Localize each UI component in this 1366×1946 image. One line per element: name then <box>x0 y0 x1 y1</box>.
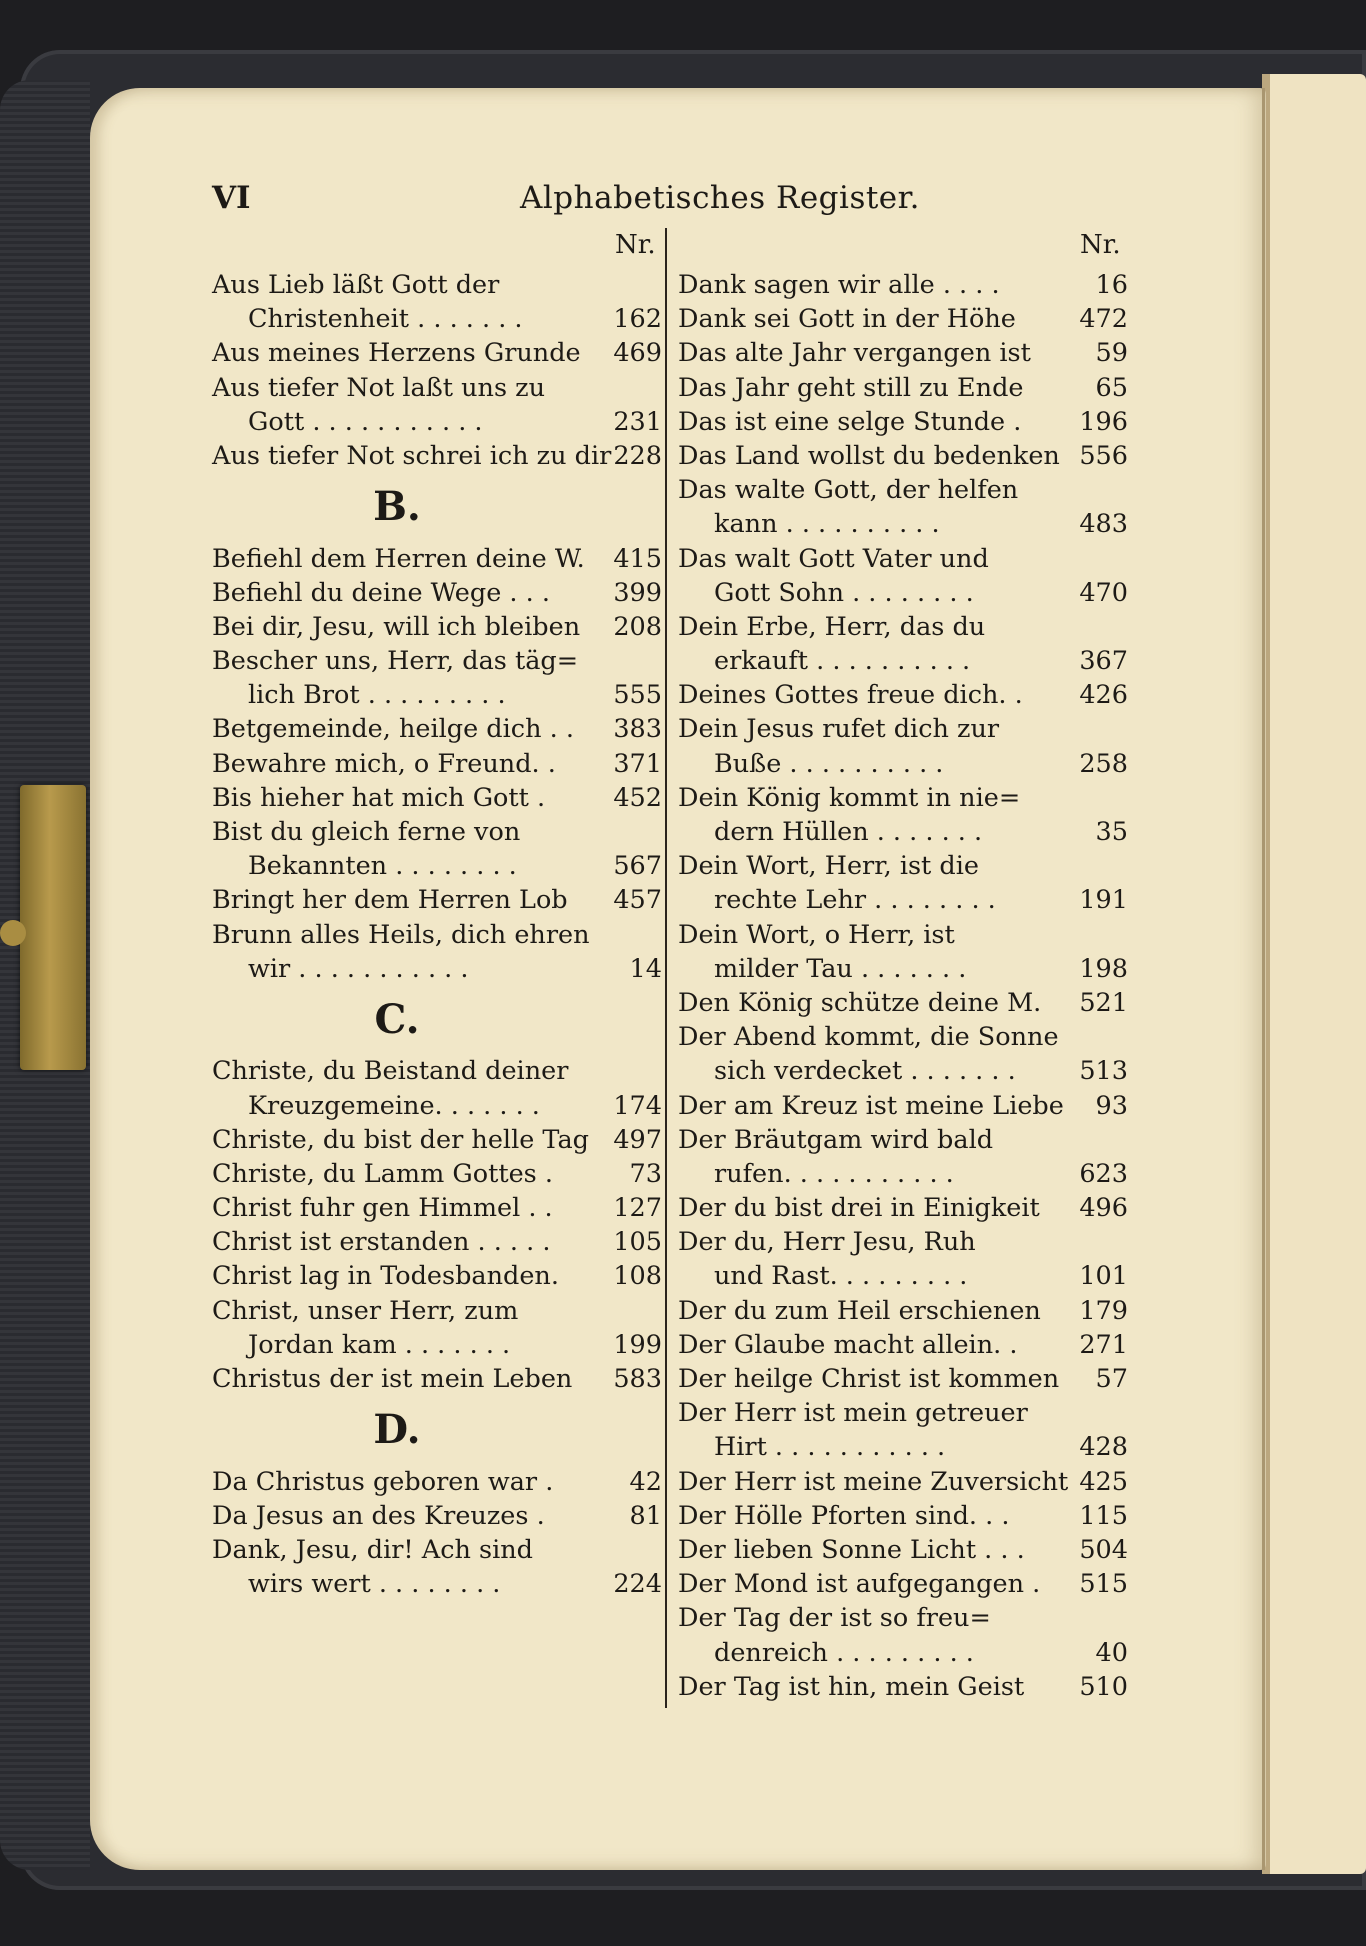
hymn-title: Christ lag in Todesbanden. <box>212 1261 559 1292</box>
hymn-title: Aus Lieb läßt Gott der <box>212 270 500 300</box>
hymn-title: milder Tau . . . . . . . <box>714 953 967 984</box>
register-entry <box>212 439 662 473</box>
register-entry <box>678 1396 1128 1430</box>
hymn-title: Der Hölle Pforten sind. . . <box>678 1500 1010 1531</box>
hymn-title: Da Christus geboren war . <box>212 1466 554 1497</box>
hymn-title: Gott . . . . . . . . . . . <box>248 406 483 437</box>
hymn-number: 108 <box>613 1261 662 1292</box>
hymn-title: Da Jesus an des Kreuzes . <box>212 1500 545 1531</box>
register-entry <box>212 1499 662 1533</box>
register-entry <box>212 712 662 746</box>
register-entry <box>212 952 662 986</box>
hymn-title: lich Brot . . . . . . . . . <box>248 680 506 711</box>
register-entry <box>678 1020 1128 1054</box>
hymn-title: Der am Kreuz ist meine Liebe <box>678 1090 1064 1121</box>
hymn-number: 174 <box>613 1090 662 1121</box>
page-gutter <box>1262 88 1265 1870</box>
register-entry <box>678 473 1128 507</box>
hymn-title: und Rast. . . . . . . . . <box>714 1261 968 1292</box>
register-entry <box>212 371 662 405</box>
hymn-title: Der Herr ist mein getreuer <box>678 1398 1028 1429</box>
hymn-number: 583 <box>613 1364 662 1395</box>
hymn-number: 271 <box>1079 1329 1128 1360</box>
hymn-number: 35 <box>1095 817 1128 847</box>
register-entry <box>212 268 662 302</box>
hymn-title: Christe, du bist der helle Tag <box>212 1124 589 1155</box>
hymn-number: 93 <box>1095 1090 1128 1121</box>
running-title: Alphabetisches Register. <box>520 180 920 216</box>
register-entry <box>678 952 1128 986</box>
page-number: VI <box>212 180 251 216</box>
register-entry <box>678 576 1128 610</box>
register-entry <box>678 1670 1128 1704</box>
register-entry <box>678 1465 1128 1499</box>
register-entry <box>678 1225 1128 1259</box>
register-entry <box>212 1089 662 1123</box>
hymn-number: 483 <box>1079 509 1128 540</box>
hymn-number: 623 <box>1079 1158 1128 1189</box>
hymn-number: 504 <box>1079 1534 1128 1565</box>
register-entry <box>678 815 1128 849</box>
register-entry <box>678 507 1128 541</box>
hymn-title: Dank sagen wir alle . . . . <box>678 270 1000 300</box>
hymn-number: 556 <box>1079 440 1128 471</box>
register-entry <box>678 1362 1128 1396</box>
hymn-number: 115 <box>1079 1500 1128 1531</box>
register-entry <box>212 1533 662 1567</box>
hymn-number: 567 <box>613 851 662 882</box>
hymn-title: denreich . . . . . . . . . <box>714 1637 974 1668</box>
register-entry <box>678 610 1128 644</box>
hymn-title: Aus tiefer Not laßt uns zu <box>212 372 546 403</box>
hymn-title: Das Land wollst du bedenken <box>678 440 1060 471</box>
hymn-title: Christenheit . . . . . . . <box>248 304 523 335</box>
register-entry <box>678 1054 1128 1088</box>
register-entry <box>678 1567 1128 1601</box>
register-entry <box>678 371 1128 405</box>
hymn-title: Der du bist drei in Einigkeit <box>678 1193 1040 1224</box>
hymn-number: 452 <box>613 782 662 813</box>
hymn-title: Dank, Jesu, dir! Ach sind <box>212 1534 534 1565</box>
hymn-title: Bekannten . . . . . . . . <box>248 851 517 882</box>
register-entry <box>212 1225 662 1259</box>
register-entry <box>678 1191 1128 1225</box>
hymn-title: rufen. . . . . . . . . . . <box>714 1158 954 1189</box>
hymn-number: 496 <box>1079 1193 1128 1224</box>
register-entry <box>212 1567 662 1601</box>
hymn-number: 415 <box>613 543 662 574</box>
hymn-title: Bei dir, Jesu, will ich bleiben <box>212 611 581 642</box>
hymn-title: Buße . . . . . . . . . . <box>714 748 944 779</box>
hymn-title: Christe, du Lamm Gottes . <box>212 1158 553 1189</box>
register-entry <box>212 1294 662 1328</box>
hymn-number: 428 <box>1079 1432 1128 1463</box>
hymn-title: Dank sei Gott in der Höhe <box>678 304 1016 335</box>
register-entry <box>212 1259 662 1293</box>
hymn-number: 371 <box>613 748 662 779</box>
hymn-title: Der heilge Christ ist kommen <box>678 1364 1060 1394</box>
clasp-pin <box>0 920 26 946</box>
hymn-title: Gott Sohn . . . . . . . . <box>714 577 974 608</box>
register-entry <box>212 918 662 952</box>
register-entry <box>678 1157 1128 1191</box>
hymn-title: Der du zum Heil erschienen <box>678 1295 1041 1326</box>
hymn-number: 101 <box>1079 1261 1128 1292</box>
section-letter: C. <box>374 995 420 1043</box>
hymn-title: Dein Erbe, Herr, das du <box>678 611 986 642</box>
hymn-number: 162 <box>613 304 662 335</box>
register-entry <box>678 918 1128 952</box>
hymn-number: 40 <box>1095 1637 1128 1668</box>
hymn-number: 65 <box>1095 372 1128 403</box>
register-entry <box>678 986 1128 1020</box>
section-letter: D. <box>373 1406 421 1454</box>
hymn-title: Jordan kam . . . . . . . <box>248 1329 511 1360</box>
hymn-number: 73 <box>629 1158 662 1189</box>
hymn-title: Hirt . . . . . . . . . . . <box>714 1432 946 1463</box>
register-entry <box>678 1328 1128 1362</box>
register-entry <box>678 1123 1128 1157</box>
hymn-title: Der Bräutgam wird bald <box>678 1124 994 1155</box>
section-letter: B. <box>373 483 421 531</box>
hymn-number: 367 <box>1079 646 1128 677</box>
register-entry <box>678 302 1128 336</box>
register-entry <box>678 712 1128 746</box>
hymn-number: 196 <box>1079 406 1128 437</box>
hymn-title: Aus tiefer Not schrei ich zu dir <box>212 440 612 471</box>
hymn-title: Der Glaube macht allein. . <box>678 1329 1018 1360</box>
register-entry <box>678 781 1128 815</box>
register-entry <box>212 1362 662 1396</box>
hymn-title: Der du, Herr Jesu, Ruh <box>678 1227 976 1258</box>
hymn-number: 510 <box>1079 1671 1128 1702</box>
hymn-title: kann . . . . . . . . . . <box>714 509 940 540</box>
hymn-number: 105 <box>613 1227 662 1258</box>
register-entry <box>678 747 1128 781</box>
register-entry <box>678 1089 1128 1123</box>
hymn-title: Bewahre mich, o Freund. . <box>212 748 556 779</box>
hymn-title: Christ ist erstanden . . . . . <box>212 1227 551 1258</box>
hymn-title: Der lieben Sonne Licht . . . <box>678 1534 1025 1565</box>
register-entry <box>678 1294 1128 1328</box>
register-entry <box>212 644 662 678</box>
hymn-title: Das ist eine selge Stunde . <box>678 406 1022 437</box>
register-entry <box>212 1465 662 1499</box>
hymn-number: 191 <box>1079 885 1128 916</box>
hymn-number: 224 <box>613 1569 662 1600</box>
left-column <box>212 268 662 1601</box>
hymn-title: Das alte Jahr vergangen ist <box>678 338 1031 369</box>
register-entry <box>678 542 1128 576</box>
hymn-title: sich verdecket . . . . . . . <box>714 1056 1016 1087</box>
brass-clasp <box>20 785 86 1070</box>
hymn-number: 457 <box>613 885 662 916</box>
hymn-number: 513 <box>1079 1056 1128 1087</box>
column-divider <box>665 228 667 1708</box>
hymn-number: 228 <box>613 440 662 471</box>
right-column <box>678 268 1128 1704</box>
hymn-number: 42 <box>629 1466 662 1497</box>
register-entry <box>212 849 662 883</box>
hymn-number: 399 <box>613 577 662 608</box>
register-entry <box>212 405 662 439</box>
hymn-number: 179 <box>1079 1295 1128 1326</box>
hymn-title: Bis hieher hat mich Gott . <box>212 782 546 813</box>
hymn-title: Dein Wort, Herr, ist die <box>678 851 979 882</box>
register-entry <box>212 1054 662 1088</box>
hymn-title: Dein Jesus rufet dich zur <box>678 714 1000 745</box>
register-entry <box>678 1430 1128 1464</box>
hymn-number: 199 <box>613 1329 662 1360</box>
hymn-number: 16 <box>1095 270 1128 300</box>
register-entry <box>678 268 1128 302</box>
register-entry <box>678 1533 1128 1567</box>
register-entry <box>212 1191 662 1225</box>
register-entry <box>678 883 1128 917</box>
hymn-number: 521 <box>1079 987 1128 1018</box>
hymn-title: Das walt Gott Vater und <box>678 543 989 574</box>
hymn-number: 383 <box>613 714 662 745</box>
register-entry <box>678 1499 1128 1533</box>
hymn-number: 425 <box>1079 1466 1128 1497</box>
register-entry <box>678 405 1128 439</box>
hymn-title: Christ fuhr gen Himmel . . <box>212 1193 553 1224</box>
hymn-title: Deines Gottes freue dich. . <box>678 680 1023 711</box>
register-entry <box>212 576 662 610</box>
hymn-title: rechte Lehr . . . . . . . . <box>714 885 996 916</box>
register-entry <box>212 1123 662 1157</box>
hymn-number: 555 <box>613 680 662 711</box>
hymn-title: Bescher uns, Herr, das täg= <box>212 646 579 677</box>
hymn-number: 258 <box>1079 748 1128 779</box>
hymn-number: 469 <box>613 338 662 369</box>
hymn-title: Das Jahr geht still zu Ende <box>678 372 1024 403</box>
hymn-title: dern Hüllen . . . . . . . <box>714 817 983 847</box>
hymn-title: Das walte Gott, der helfen <box>678 475 1019 506</box>
register-entry <box>212 781 662 815</box>
hymn-number: 127 <box>613 1193 662 1224</box>
hymn-title: Der Tag der ist so freu= <box>678 1603 991 1634</box>
hymn-number: 426 <box>1079 680 1128 711</box>
hymn-title: Dein Wort, o Herr, ist <box>678 919 955 950</box>
hymn-number: 497 <box>613 1124 662 1155</box>
register-entry <box>678 1601 1128 1635</box>
hymn-title: Christ, unser Herr, zum <box>212 1295 519 1326</box>
facing-page-edge <box>1262 74 1366 1874</box>
hymn-number: 208 <box>613 611 662 642</box>
register-entry <box>212 815 662 849</box>
hymn-number: 470 <box>1079 577 1128 608</box>
register-entry <box>678 1636 1128 1670</box>
register-entry <box>212 678 662 712</box>
right-column-header: Nr. <box>1080 230 1121 260</box>
register-entry <box>678 644 1128 678</box>
register-entry <box>678 439 1128 473</box>
hymn-title: Betgemeinde, heilge dich . . <box>212 714 574 745</box>
hymn-title: erkauft . . . . . . . . . . <box>714 646 971 677</box>
register-entry <box>678 849 1128 883</box>
hymn-title: Christe, du Beistand deiner <box>212 1056 569 1087</box>
hymn-title: Bist du gleich ferne von <box>212 817 521 848</box>
hymn-title: Der Tag ist hin, mein Geist <box>678 1671 1025 1702</box>
hymn-number: 472 <box>1079 304 1128 335</box>
hymn-title: Kreuzgemeine. . . . . . . <box>248 1090 540 1121</box>
register-entry <box>678 1259 1128 1293</box>
register-entry <box>212 302 662 336</box>
hymn-number: 59 <box>1095 338 1128 369</box>
hymn-title: Aus meines Herzens Grunde <box>212 338 581 369</box>
hymn-title: Dein König kommt in nie= <box>678 782 1021 813</box>
hymn-title: Den König schütze deine M. <box>678 987 1042 1018</box>
register-entry <box>212 610 662 644</box>
left-column-header: Nr. <box>615 230 656 260</box>
register-entry <box>212 1328 662 1362</box>
register-entry <box>678 336 1128 370</box>
hymn-number: 14 <box>629 953 662 984</box>
hymn-number: 57 <box>1095 1364 1128 1394</box>
hymn-number: 515 <box>1079 1569 1128 1600</box>
hymn-title: Christus der ist mein Leben <box>212 1364 573 1395</box>
hymn-title: Befiehl dem Herren deine W. <box>212 543 585 574</box>
register-entry <box>212 1157 662 1191</box>
hymn-number: 231 <box>613 406 662 437</box>
register-entry <box>212 336 662 370</box>
register-entry <box>678 678 1128 712</box>
hymn-title: Bringt her dem Herren Lob <box>212 885 568 916</box>
hymn-number: 81 <box>629 1500 662 1531</box>
register-entry <box>212 883 662 917</box>
hymn-title: Befiehl du deine Wege . . . <box>212 577 550 608</box>
register-entry <box>212 542 662 576</box>
hymn-title: Der Mond ist aufgegangen . <box>678 1569 1041 1600</box>
hymn-title: Der Abend kommt, die Sonne <box>678 1022 1059 1053</box>
hymn-title: Brunn alles Heils, dich ehren <box>212 919 590 950</box>
hymn-number: 198 <box>1079 953 1128 984</box>
hymn-title: wir . . . . . . . . . . . <box>248 953 469 984</box>
hymn-title: wirs wert . . . . . . . . <box>248 1569 501 1600</box>
register-entry <box>212 747 662 781</box>
hymn-title: Der Herr ist meine Zuversicht <box>678 1466 1069 1497</box>
